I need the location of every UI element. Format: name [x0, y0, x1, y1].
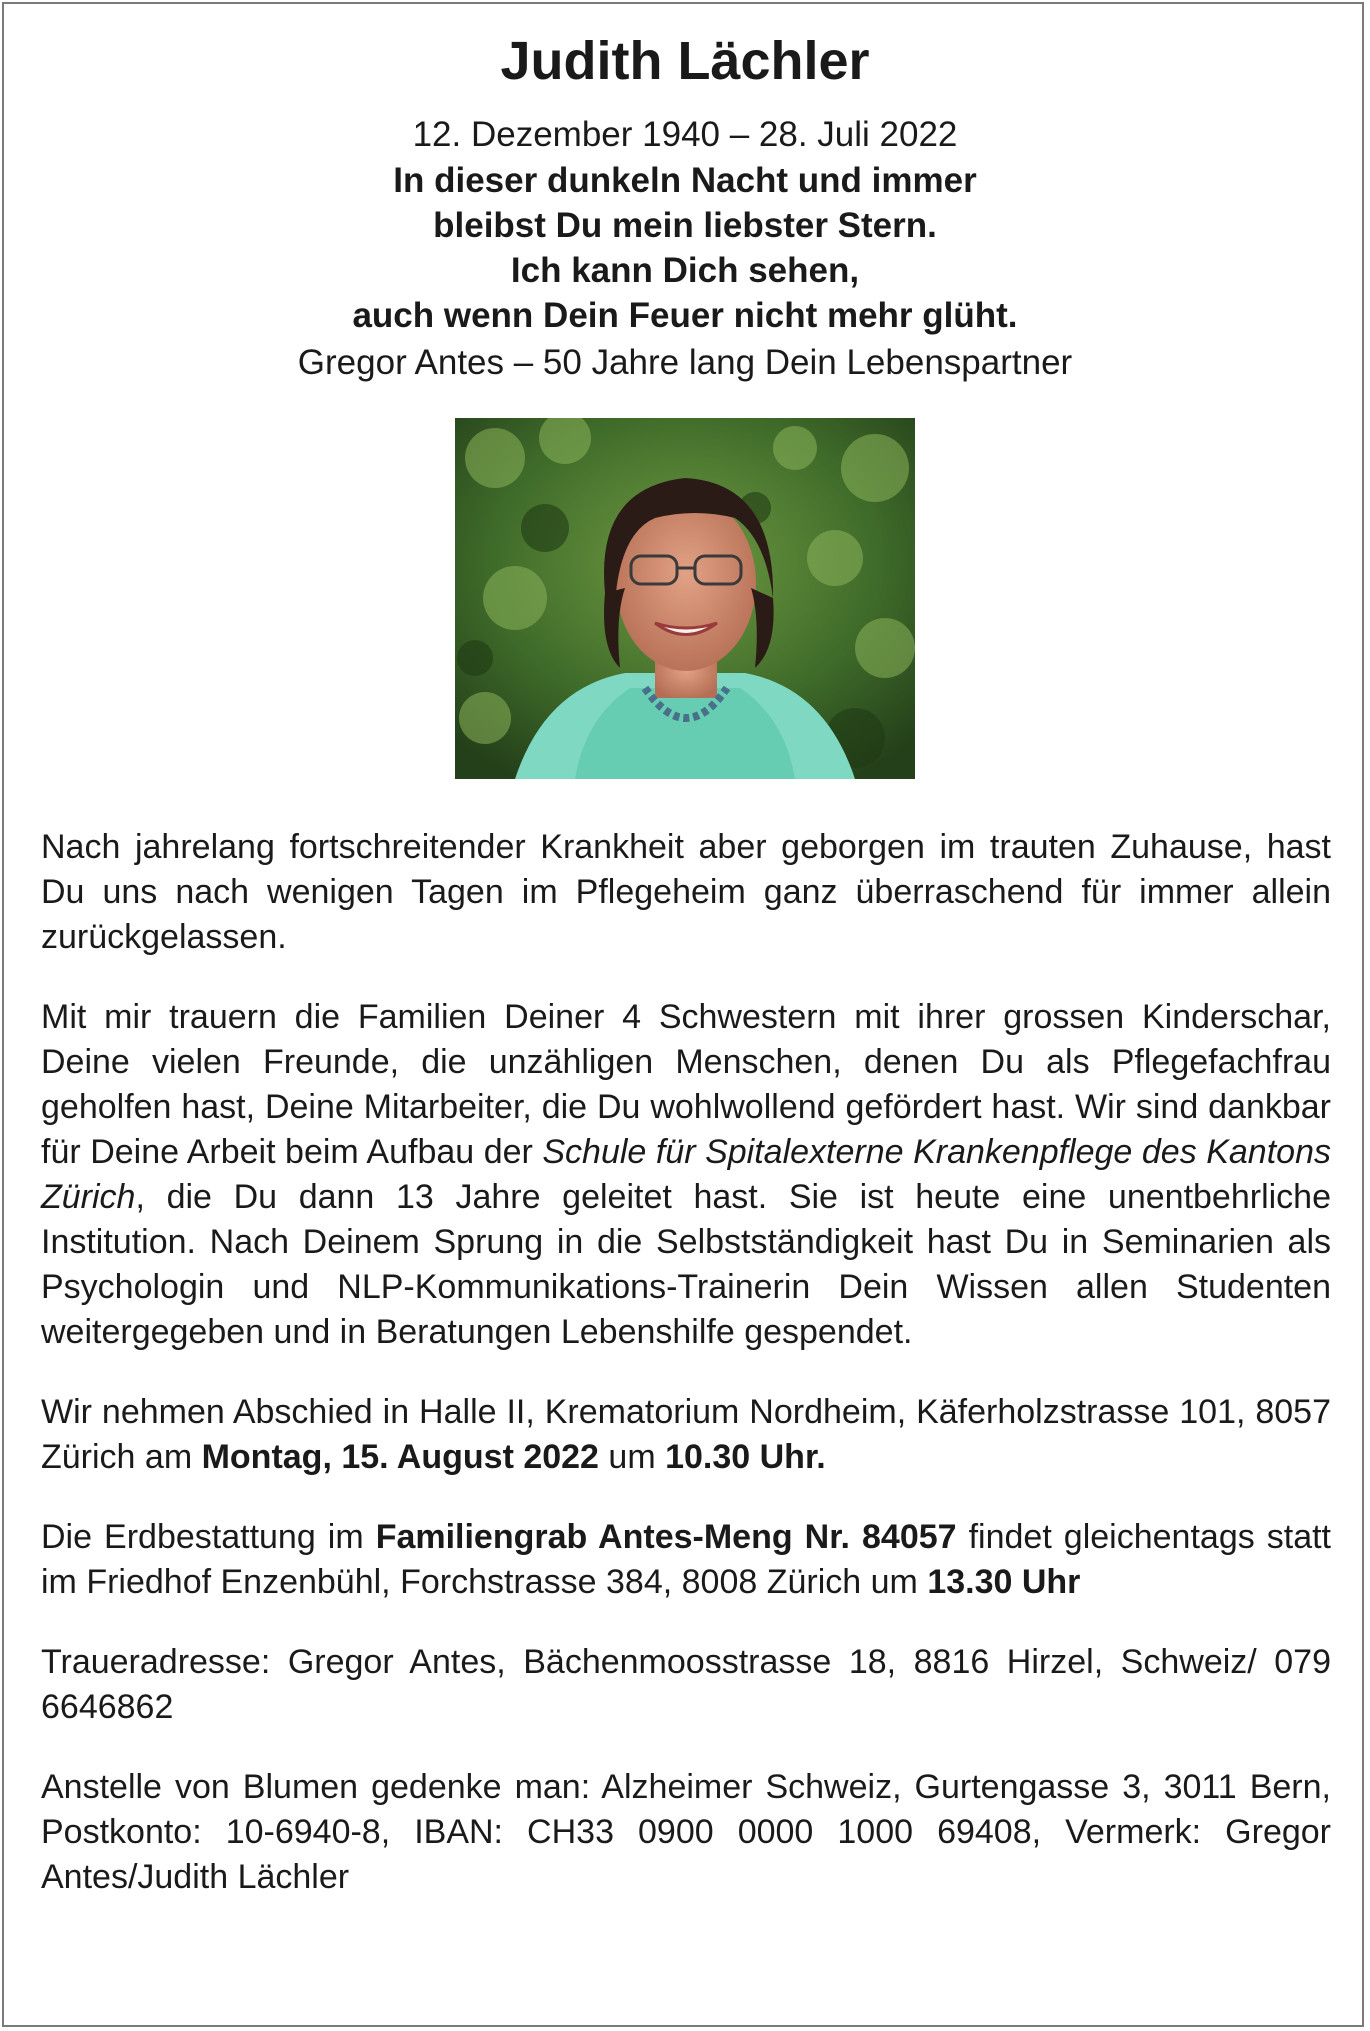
poem-line: In dieser dunkeln Nacht und immer [393, 161, 977, 200]
obituary-text [41, 825, 1331, 1935]
ceremony-date: Montag, 15. August 2022 [201, 1438, 599, 1476]
burial-time: 13.30 Uhr [927, 1563, 1081, 1601]
life-dates: 12. Dezember 1940 – 28. Juli 2022 [412, 115, 958, 154]
grave-name: Familiengrab Antes-Meng Nr. 84057 [375, 1518, 957, 1556]
poem-line: bleibst Du mein liebster Stern. [433, 206, 937, 245]
poem-line: Ich kann Dich sehen, [510, 251, 860, 290]
paragraph-burial: Die Erdbestattung im Familiengrab Antes-Meng Nr. 84057 findet gleichentags statt im Friedhof Enzenbühl, Forchstrasse 384, 8008 Zürich um 13.30 Uhr [41, 1518, 1332, 1601]
deceased-name: Judith Lächler [500, 31, 870, 91]
paragraph-farewell: Nach jahrelang fortschreitender Krankheit aber geborgen im trauten Zuhause, hast Du uns nach wenigen Tagen im Pflegeheim ganz überraschend für immer allein zurückgelassen. [41, 828, 1331, 956]
paragraph-mourners: Mit mir trauern die Familien Deiner 4 Schwestern mit ihrer grossen Kinderschar, Deine vielen Freunde, die unzähligen Menschen, denen Du als Pflegefachfrau geholfen hast, Deine Mitarbeiter, die Du wohlwollend gefördert hast. Wir sind dankbar für Deine Arbeit beim Aufbau der Schule für Spitalexterne Krankenpflege des Kantons Zürich, die Du dann 13 Jahre geleitet hast. Sie ist heute eine unentbehrliche Institution. Nach Deinem Sprung in die Selbstständigkeit hast Du in Seminarien als Psychologin und NLP-Kommunikations-Trainerin Dein Wissen allen Studenten weitergegeben und in Beratungen Lebenshilfe gespendet. [41, 998, 1331, 1351]
portrait-photo [455, 418, 915, 779]
paragraph-ceremony: Wir nehmen Abschied in Halle II, Krematorium Nordheim, Käferholzstrasse 101, 8057 Zürich am Montag, 15. August 2022 um 10.30 Uhr. [41, 1393, 1331, 1476]
memorial-poem [0, 158, 1370, 338]
paragraph-address: Traueradresse: Gregor Antes, Bächenmoosstrasse 18, 8816 Hirzel, Schweiz/ 079 6646862 [41, 1643, 1331, 1726]
ceremony-time: 10.30 Uhr. [665, 1438, 826, 1476]
paragraph-donation: Anstelle von Blumen gedenke man: Alzheimer Schweiz, Gurtengasse 3, 3011 Bern, Postkonto: 10-6940-8, IBAN: CH33 0900 0000 1000 69408, Vermerk: Gregor Antes/Judith Lächler [41, 1768, 1331, 1896]
poem-line: auch wenn Dein Feuer nicht mehr glüht. [352, 296, 1018, 335]
poem-signoff: Gregor Antes – 50 Jahre lang Dein Lebenspartner [297, 343, 1073, 382]
institution-name: Schule für Spitalexterne Krankenpflege des Kantons Zürich [41, 1133, 1331, 1216]
